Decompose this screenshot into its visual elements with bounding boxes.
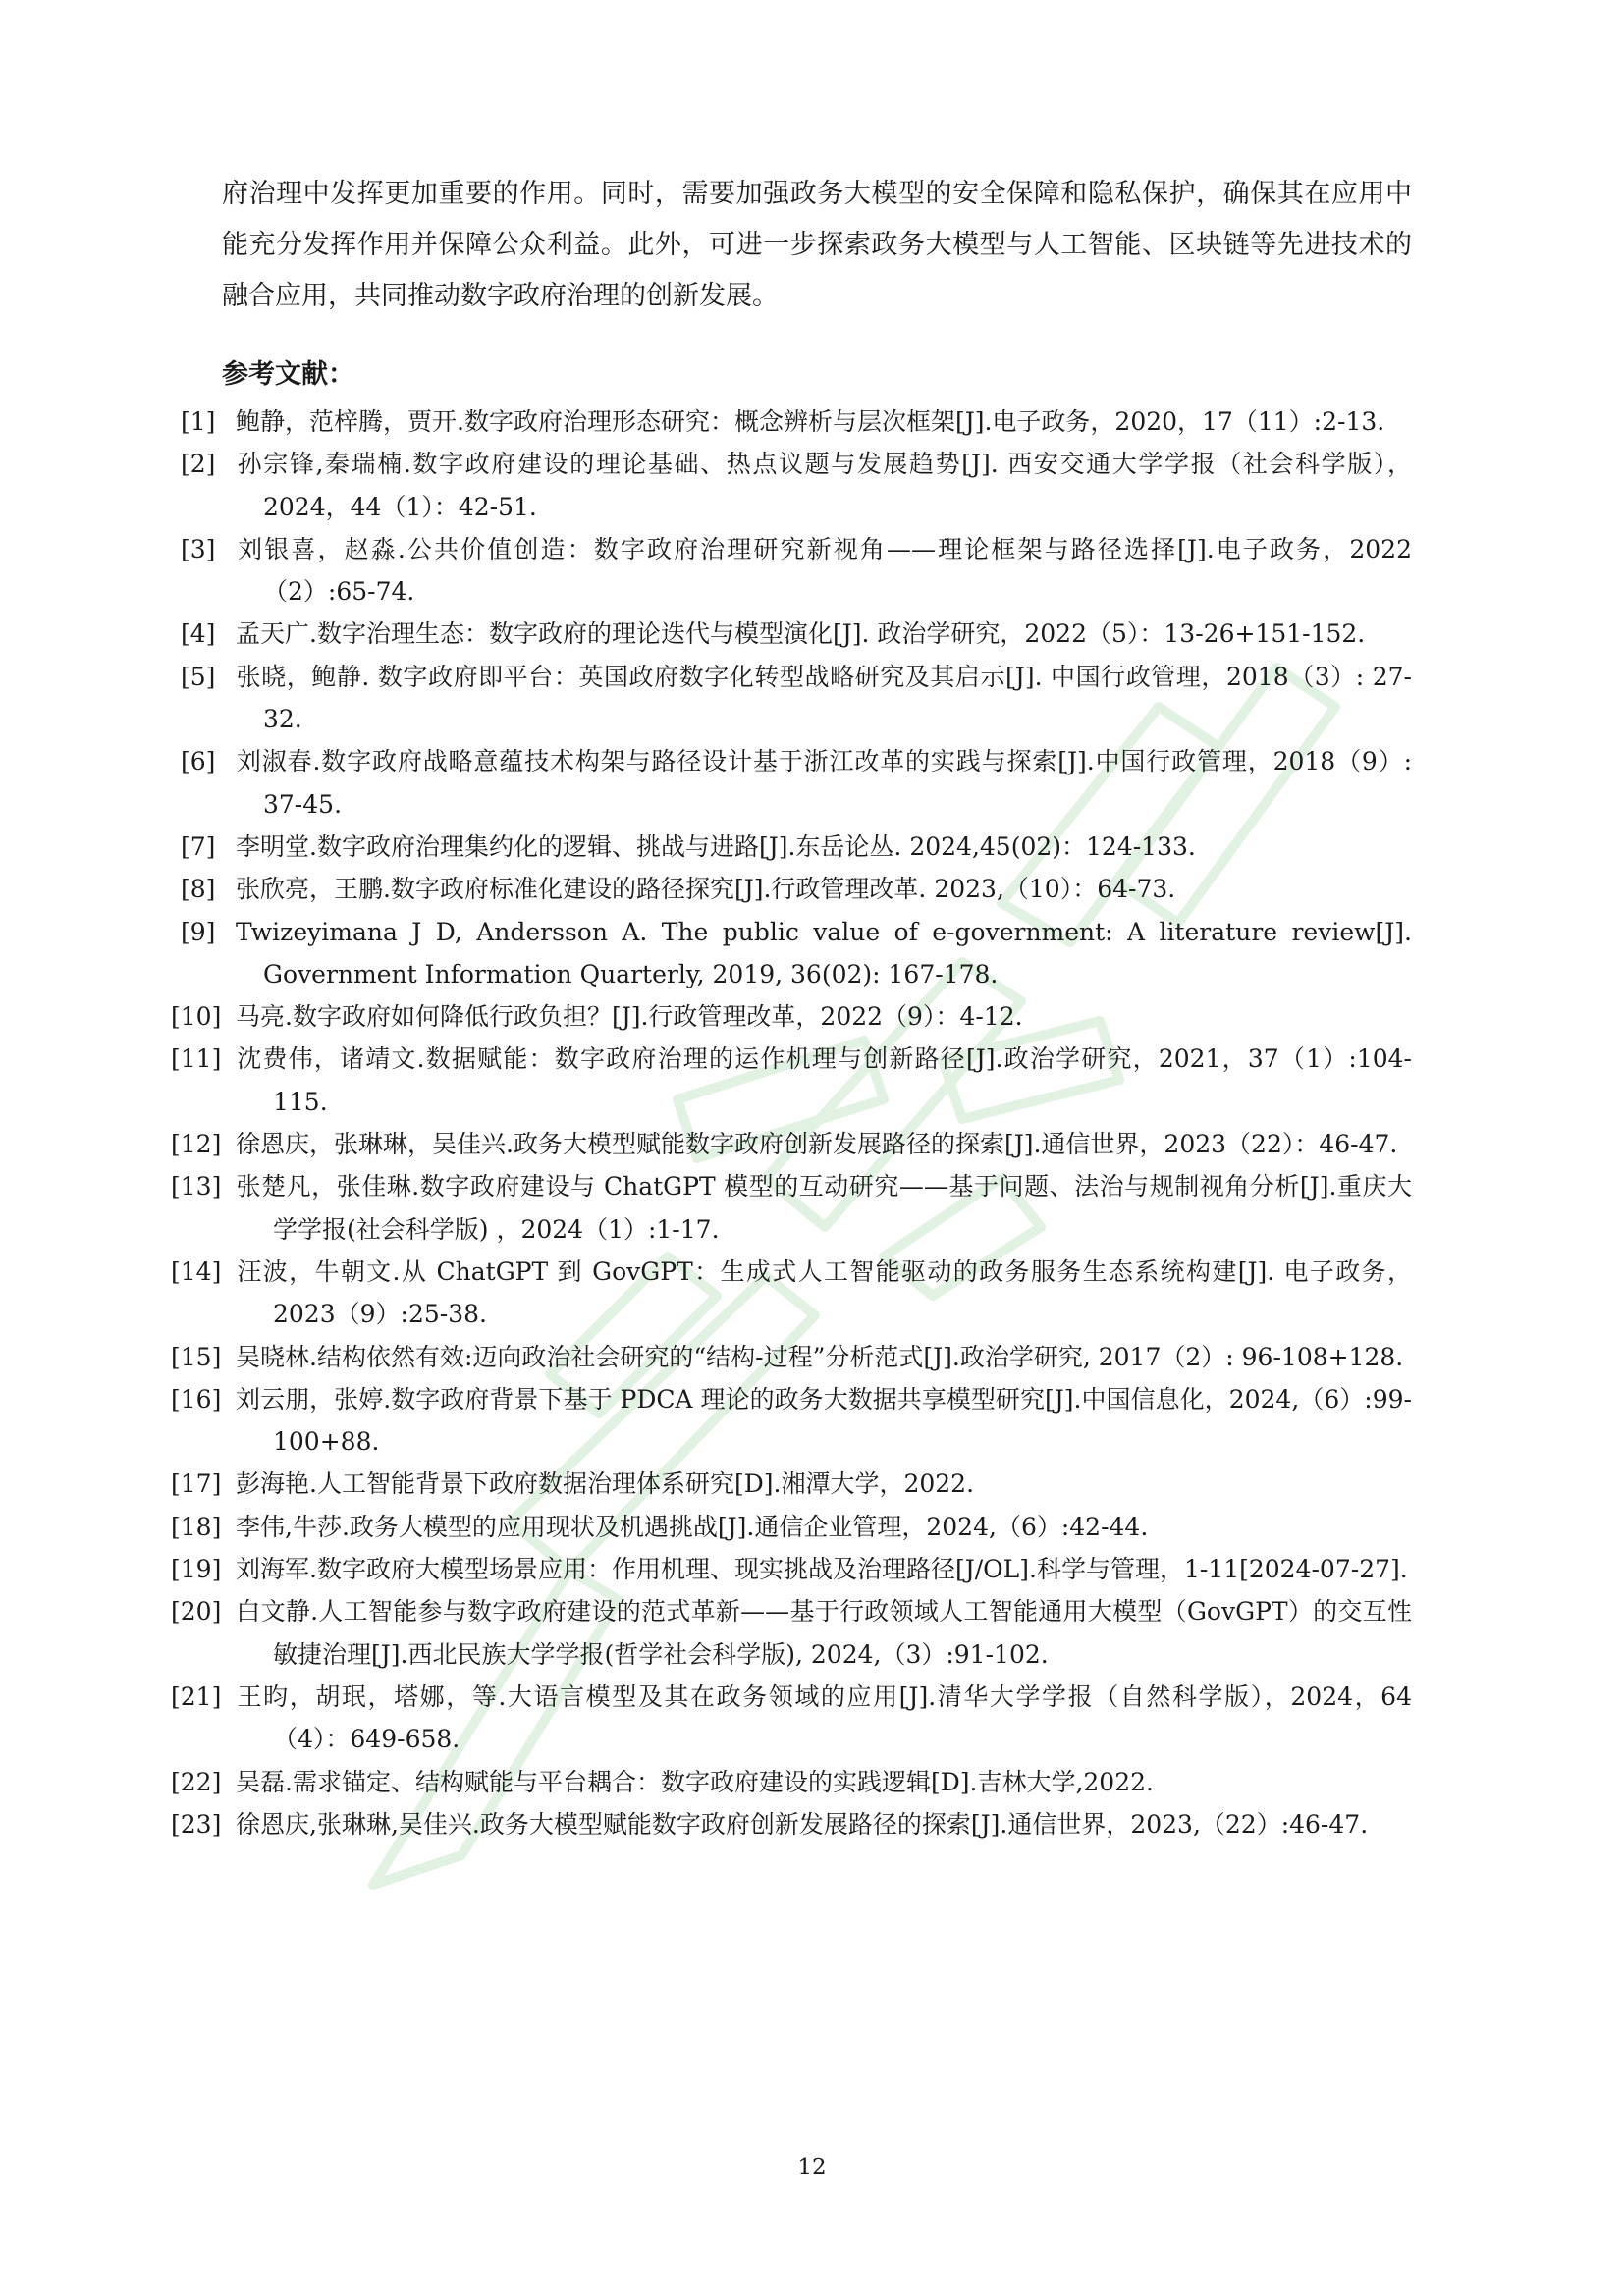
reference-item: [5] 张晓，鲍静. 数字政府即平台：英国政府数字化转型战略研究及其启示[J]. 中国行政管理，2018（3）: 27-32. — [181, 662, 1412, 734]
reference-item: [1] 鲍静，范梓腾，贾开.数字政府治理形态研究：概念辨析与层次框架[J].电子政务，2020，17（11）:2-13. — [181, 407, 1385, 436]
reference-item: [4] 孟天广.数字治理生态：数字政府的理论迭代与模型演化[J]. 政治学研究，2022（5）：13-26+151-152. — [181, 619, 1366, 649]
reference-text: 张晓，鲍静. 数字政府即平台：英国政府数字化转型战略研究及其启示[J]. 中国行政管理，2018（3）: 27-32. — [236, 662, 1412, 734]
reference-text: 彭海艳.人工智能背景下政府数据治理体系研究[D].湘潭大学，2022. — [236, 1469, 975, 1499]
reference-item: [8] 张欣亮，王鹏.数字政府标准化建设的路径探究[J].行政管理改革. 2023,（10）：64-73. — [181, 875, 1176, 904]
reference-item: [12] 徐恩庆，张琳琳，吴佳兴.政务大模型赋能数字政府创新发展路径的探索[J].通信世界，2023（22）：46-47. — [171, 1130, 1398, 1159]
intro-paragraph-block — [222, 169, 1412, 322]
reference-item: [19] 刘海军.数字政府大模型场景应用：作用机理、现实挑战及治理路径[J/OL].科学与管理，1-11[2024-07-27]. — [171, 1555, 1408, 1584]
reference-item: [13] 张楚凡，张佳琳.数字政府建设与 ChatGPT 模型的互动研究——基于问题、法治与规制视角分析[J].重庆大学学报(社会科学版) ，2024（1）:1-17. — [171, 1172, 1412, 1244]
reference-item: [9] Twizeyimana J D, Andersson A. The public value of e-government: A literature review[J]. Government Information Quarterly, 2019, 36(02): 167-178. — [181, 917, 1412, 988]
reference-text: 鲍静，范梓腾，贾开.数字政府治理形态研究：概念辨析与层次框架[J].电子政务，2020，17（11）:2-13. — [236, 407, 1385, 436]
reference-text: 王昀，胡珉，塔娜，等.大语言模型及其在政务领域的应用[J].清华大学学报（自然科学版），2024，64（4）：649-658. — [236, 1682, 1412, 1754]
reference-item: [20] 白文静.人工智能参与数字政府建设的范式革新——基于行政领域人工智能通用大模型（GovGPT）的交互性敏捷治理[J].西北民族大学学报(哲学社会科学版), 2024,（3）:91-102. — [171, 1597, 1412, 1669]
reference-text: 李伟,牛莎.政务大模型的应用现状及机遇挑战[J].通信企业管理，2024,（6）:42-44. — [236, 1512, 1149, 1541]
reference-item: [2] 孙宗锋,秦瑞楠.数字政府建设的理论基础、热点议题与发展趋势[J]. 西安交通大学学报（社会科学版），2024，44（1）：42-51. — [181, 450, 1412, 521]
reference-item: [15] 吴晓林.结构依然有效:迈向政治社会研究的“结构-过程”分析范式[J].政治学研究, 2017（2）: 96-108+128. — [171, 1342, 1404, 1371]
reference-text: 孟天广.数字治理生态：数字政府的理论迭代与模型演化[J]. 政治学研究，2022（5）：13-26+151-152. — [236, 619, 1366, 649]
reference-item: [18] 李伟,牛莎.政务大模型的应用现状及机遇挑战[J].通信企业管理，2024,（6）:42-44. — [171, 1512, 1149, 1541]
reference-text: 刘海军.数字政府大模型场景应用：作用机理、现实挑战及治理路径[J/OL].科学与管理，1-11[2024-07-27]. — [236, 1555, 1408, 1584]
reference-item: [14] 汪波，牛朝文.从 ChatGPT 到 GovGPT：生成式人工智能驱动的政务服务生态系统构建[J]. 电子政务，2023（9）:25-38. — [171, 1256, 1412, 1329]
reference-text: 刘淑春.数字政府战略意蕴技术构架与路径设计基于浙江改革的实践与探索[J].中国行政管理，2018（9）: 37-45. — [236, 747, 1412, 819]
reference-item: [21] 王昀，胡珉，塔娜，等.大语言模型及其在政务领域的应用[J].清华大学学报（自然科学版），2024，64（4）：649-658. — [171, 1682, 1412, 1754]
reference-list — [171, 400, 1412, 1845]
reference-text: 李明堂.数字政府治理集约化的逻辑、挑战与进路[J].东岳论丛. 2024,45(02)：124-133. — [236, 831, 1196, 861]
reference-text: 刘银喜，赵淼.公共价值创造：数字政府治理研究新视角——理论框架与路径选择[J].电子政务，2022（2）:65-74. — [236, 534, 1412, 607]
reference-text: 马亮.数字政府如何降低行政负担？[J].行政管理改革，2022（9）：4-12. — [236, 1002, 1023, 1032]
reference-item: [17] 彭海艳.人工智能背景下政府数据治理体系研究[D].湘潭大学，2022. — [171, 1469, 975, 1499]
reference-item: [23] 徐恩庆,张琳琳,吴佳兴.政务大模型赋能数字政府创新发展路径的探索[J].通信世界，2023,（22）:46-47. — [171, 1809, 1369, 1839]
reference-text: 张欣亮，王鹏.数字政府标准化建设的路径探究[J].行政管理改革. 2023,（10）：64-73. — [236, 875, 1176, 904]
reference-text: 孙宗锋,秦瑞楠.数字政府建设的理论基础、热点议题与发展趋势[J]. 西安交通大学学报（社会科学版），2024，44（1）：42-51. — [236, 450, 1412, 521]
references-heading: 参考文献： — [222, 359, 354, 390]
reference-item: [11] 沈费伟，诸靖文.数据赋能：数字政府治理的运作机理与创新路径[J].政治学研究，2021，37（1）:104-115. — [171, 1044, 1412, 1116]
reference-text: 吴晓林.结构依然有效:迈向政治社会研究的“结构-过程”分析范式[J].政治学研究, 2017（2）: 96-108+128. — [236, 1342, 1404, 1371]
reference-item: [22] 吴磊.需求锚定、结构赋能与平台耦合：数字政府建设的实践逻辑[D].吉林大学,2022. — [171, 1767, 1154, 1796]
reference-item: [6] 刘淑春.数字政府战略意蕴技术构架与路径设计基于浙江改革的实践与探索[J].中国行政管理，2018（9）: 37-45. — [181, 747, 1412, 819]
page-number: 12 — [797, 2155, 827, 2180]
reference-text: Twizeyimana J D, Andersson A. The public value of e-government: A literature review[J]. Government Information Quarterly, 2019, 36(02): 167-178. — [236, 917, 1412, 988]
reference-item: [7] 李明堂.数字政府治理集约化的逻辑、挑战与进路[J].东岳论丛. 2024,45(02)：124-133. — [181, 831, 1196, 861]
reference-text: 沈费伟，诸靖文.数据赋能：数字政府治理的运作机理与创新路径[J].政治学研究，2021，37（1）:104-115. — [236, 1044, 1412, 1116]
reference-text: 白文静.人工智能参与数字政府建设的范式革新——基于行政领域人工智能通用大模型（GovGPT）的交互性敏捷治理[J].西北民族大学学报(哲学社会科学版), 2024,（3）:91-102. — [236, 1597, 1412, 1669]
reference-text: 汪波，牛朝文.从 ChatGPT 到 GovGPT：生成式人工智能驱动的政务服务生态系统构建[J]. 电子政务，2023（9）:25-38. — [236, 1256, 1412, 1329]
reference-text: 吴磊.需求锚定、结构赋能与平台耦合：数字政府建设的实践逻辑[D].吉林大学,2022. — [236, 1767, 1154, 1796]
reference-item: [10] 马亮.数字政府如何降低行政负担？[J].行政管理改革，2022（9）：4-12. — [171, 1002, 1023, 1032]
reference-text: 刘云朋，张婷.数字政府背景下基于 PDCA 理论的政务大数据共享模型研究[J].中国信息化，2024,（6）:99-100+88. — [236, 1384, 1412, 1457]
reference-item: [16] 刘云朋，张婷.数字政府背景下基于 PDCA 理论的政务大数据共享模型研究[J].中国信息化，2024,（6）:99-100+88. — [171, 1384, 1412, 1457]
reference-text: 张楚凡，张佳琳.数字政府建设与 ChatGPT 模型的互动研究——基于问题、法治与规制视角分析[J].重庆大学学报(社会科学版) ，2024（1）:1-17. — [236, 1172, 1412, 1244]
reference-text: 徐恩庆,张琳琳,吴佳兴.政务大模型赋能数字政府创新发展路径的探索[J].通信世界，2023,（22）:46-47. — [236, 1809, 1369, 1839]
reference-text: 徐恩庆，张琳琳，吴佳兴.政务大模型赋能数字政府创新发展路径的探索[J].通信世界，2023（22）：46-47. — [236, 1130, 1398, 1159]
reference-item: [3] 刘银喜，赵淼.公共价值创造：数字政府治理研究新视角——理论框架与路径选择[J].电子政务，2022（2）:65-74. — [181, 534, 1412, 607]
intro-paragraph: 府治理中发挥更加重要的作用。同时，需要加强政务大模型的安全保障和隐私保护，确保其在应用中能充分发挥作用并保障公众利益。此外，可进一步探索政务大模型与人工智能、区块链等先进技术的融合应用，共同推动数字政府治理的创新发展。 — [222, 179, 1412, 311]
